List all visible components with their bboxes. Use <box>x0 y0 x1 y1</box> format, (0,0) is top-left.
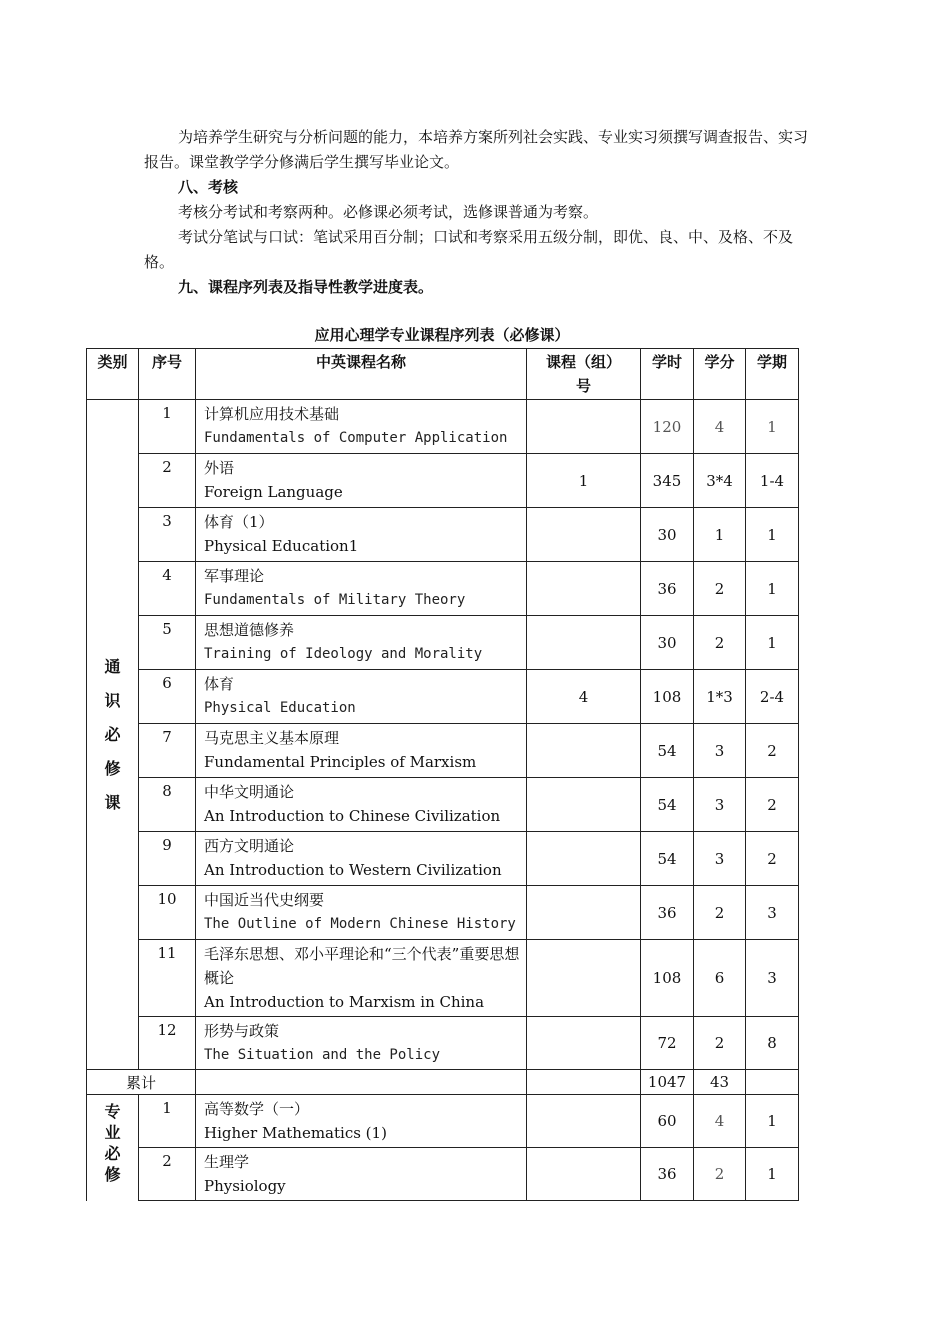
course-name-en: An Introduction to Chinese Civilization <box>204 807 501 825</box>
category-label: 专业必修 <box>104 1102 121 1184</box>
credits-cell: 2 <box>694 1017 746 1070</box>
course-name-cell <box>196 886 527 940</box>
group-cell <box>527 616 641 670</box>
course-name-en: The Outline of Modern Chinese History <box>204 916 516 932</box>
term-cell: 1 <box>746 562 799 616</box>
hours-cell: 108 <box>641 940 694 1017</box>
course-name-cell <box>196 400 527 454</box>
course-name-cell <box>196 724 527 778</box>
paragraph-assessment-types: 考核分考试和考察两种。必修课必须考试，选修课普通为考察。 <box>178 203 599 221</box>
course-name-en: Fundamentals of Military Theory <box>204 592 466 608</box>
credits-cell: 4 <box>694 1095 746 1148</box>
course-name-cn: 中国近当代史纲要 <box>204 891 325 909</box>
course-table <box>86 348 799 1201</box>
table-row <box>87 670 799 724</box>
course-name-cell <box>196 940 527 1017</box>
category-general-required <box>87 400 139 1070</box>
course-name-en: Physiology <box>204 1177 286 1195</box>
header-seq: 序号 <box>139 349 196 400</box>
table-row <box>87 616 799 670</box>
credits-cell: 2 <box>694 616 746 670</box>
course-name-cn: 思想道德修养 <box>204 621 295 639</box>
header-term: 学期 <box>746 349 799 400</box>
table-row <box>87 1017 799 1070</box>
subtotal-hours: 1047 <box>641 1070 694 1095</box>
course-name-cn: 高等数学（一） <box>204 1100 310 1118</box>
header-group: 课程（组）号 <box>527 349 641 400</box>
term-cell: 1 <box>746 1095 799 1148</box>
table-row <box>87 508 799 562</box>
subtotal-name-cell <box>196 1070 527 1095</box>
table-row <box>87 400 799 454</box>
seq-cell: 8 <box>139 778 196 832</box>
course-name-cn: 形势与政策 <box>204 1022 280 1040</box>
credits-cell: 1 <box>694 508 746 562</box>
hours-cell: 60 <box>641 1095 694 1148</box>
table-title: 应用心理学专业课程序列表（必修课） <box>314 326 570 344</box>
table-row <box>87 940 799 1017</box>
subtotal-credits: 43 <box>694 1070 746 1095</box>
seq-cell: 5 <box>139 616 196 670</box>
header-hours: 学时 <box>641 349 694 400</box>
group-cell <box>527 724 641 778</box>
subtotal-term <box>746 1070 799 1095</box>
course-name-en: Higher Mathematics (1) <box>204 1124 387 1142</box>
hours-cell: 36 <box>641 1148 694 1201</box>
term-cell: 3 <box>746 940 799 1017</box>
course-name-cell <box>196 562 527 616</box>
table-row <box>87 1095 799 1148</box>
course-name-en: An Introduction to Marxism in China <box>204 993 485 1011</box>
course-name-en: An Introduction to Western Civilization <box>204 861 502 879</box>
course-name-cn: 体育（1） <box>204 513 274 531</box>
term-cell: 2 <box>746 724 799 778</box>
hours-cell: 54 <box>641 832 694 886</box>
table-row <box>87 886 799 940</box>
course-name-en: The Situation and the Policy <box>204 1047 441 1063</box>
seq-cell: 10 <box>139 886 196 940</box>
term-cell: 2 <box>746 778 799 832</box>
hours-cell: 30 <box>641 508 694 562</box>
group-cell <box>527 1095 641 1148</box>
group-cell: 1 <box>527 454 641 508</box>
credits-cell: 1*3 <box>694 670 746 724</box>
section-heading-assessment: 八、考核 <box>178 178 239 196</box>
course-name-en: Foreign Language <box>204 483 343 501</box>
table-row <box>87 724 799 778</box>
credits-cell: 3 <box>694 832 746 886</box>
group-cell <box>527 562 641 616</box>
table-row <box>87 1148 799 1201</box>
seq-cell: 11 <box>139 940 196 1017</box>
course-name-cell <box>196 508 527 562</box>
seq-cell: 6 <box>139 670 196 724</box>
course-name-cell <box>196 454 527 508</box>
table-row <box>87 454 799 508</box>
hours-cell: 345 <box>641 454 694 508</box>
term-cell: 8 <box>746 1017 799 1070</box>
course-name-cn: 中华文明通论 <box>204 783 295 801</box>
group-cell <box>527 1017 641 1070</box>
term-cell: 1 <box>746 1148 799 1201</box>
header-category: 类别 <box>87 349 139 400</box>
table-row <box>87 778 799 832</box>
header-credits: 学分 <box>694 349 746 400</box>
credits-cell: 2 <box>694 886 746 940</box>
hours-cell: 30 <box>641 616 694 670</box>
group-cell <box>527 832 641 886</box>
credits-cell: 6 <box>694 940 746 1017</box>
term-cell: 2-4 <box>746 670 799 724</box>
course-name-en: Physical Education1 <box>204 537 359 555</box>
subtotal-row <box>87 1070 799 1095</box>
course-name-cell <box>196 778 527 832</box>
seq-cell: 1 <box>139 400 196 454</box>
course-name-cn: 生理学 <box>204 1153 250 1171</box>
course-name-cell <box>196 670 527 724</box>
seq-cell: 2 <box>139 1148 196 1201</box>
hours-cell: 36 <box>641 886 694 940</box>
table-row <box>87 832 799 886</box>
course-name-en: Fundamentals of Computer Application <box>204 430 508 446</box>
course-name-cell <box>196 832 527 886</box>
credits-cell: 2 <box>694 1148 746 1201</box>
hours-cell: 36 <box>641 562 694 616</box>
section-heading-course-schedule: 九、课程序列表及指导性教学进度表。 <box>178 278 434 296</box>
course-name-cell <box>196 1017 527 1070</box>
seq-cell: 7 <box>139 724 196 778</box>
course-name-cn: 毛泽东思想、邓小平理论和“三个代表”重要思想概论 <box>204 945 520 987</box>
term-cell: 1 <box>746 400 799 454</box>
header-name: 中英课程名称 <box>196 349 527 400</box>
group-cell <box>527 886 641 940</box>
group-cell <box>527 400 641 454</box>
seq-cell: 12 <box>139 1017 196 1070</box>
category-label: 通识必修课 <box>104 656 121 812</box>
credits-cell: 2 <box>694 562 746 616</box>
hours-cell: 72 <box>641 1017 694 1070</box>
seq-cell: 2 <box>139 454 196 508</box>
seq-cell: 1 <box>139 1095 196 1148</box>
term-cell: 3 <box>746 886 799 940</box>
course-name-cn: 军事理论 <box>204 567 265 585</box>
term-cell: 1 <box>746 508 799 562</box>
subtotal-label: 累计 <box>87 1070 196 1095</box>
group-cell <box>527 778 641 832</box>
table-header-row <box>87 349 799 400</box>
course-name-cn: 马克思主义基本原理 <box>204 729 340 747</box>
paragraph-exam-grading: 考试分笔试与口试：笔试采用百分制；口试和考察采用五级分制，即优、良、中、及格、不及格。 <box>144 228 794 271</box>
seq-cell: 3 <box>139 508 196 562</box>
credits-cell: 3 <box>694 724 746 778</box>
term-cell: 1 <box>746 616 799 670</box>
course-name-cell <box>196 1148 527 1201</box>
table-row <box>87 562 799 616</box>
credits-cell: 3*4 <box>694 454 746 508</box>
seq-cell: 9 <box>139 832 196 886</box>
paragraph-report-requirements: 为培养学生研究与分析问题的能力，本培养方案所列社会实践、专业实习须撰写调查报告、实习报告。课堂教学学分修满后学生撰写毕业论文。 <box>144 128 809 171</box>
hours-cell: 54 <box>641 724 694 778</box>
category-major-required <box>87 1095 139 1201</box>
course-name-cn: 体育 <box>204 675 235 693</box>
group-cell <box>527 508 641 562</box>
course-name-cell <box>196 616 527 670</box>
course-name-en: Physical Education <box>204 700 356 716</box>
course-name-cell <box>196 1095 527 1148</box>
course-name-cn: 外语 <box>204 459 235 477</box>
course-name-en: Training of Ideology and Morality <box>204 646 483 662</box>
seq-cell: 4 <box>139 562 196 616</box>
term-cell: 2 <box>746 832 799 886</box>
course-name-cn: 西方文明通论 <box>204 837 295 855</box>
course-name-cn: 计算机应用技术基础 <box>204 405 340 423</box>
group-cell: 4 <box>527 670 641 724</box>
hours-cell: 54 <box>641 778 694 832</box>
hours-cell: 108 <box>641 670 694 724</box>
group-cell <box>527 940 641 1017</box>
term-cell: 1-4 <box>746 454 799 508</box>
credits-cell: 3 <box>694 778 746 832</box>
course-name-en: Fundamental Principles of Marxism <box>204 753 477 771</box>
credits-cell: 4 <box>694 400 746 454</box>
hours-cell: 120 <box>641 400 694 454</box>
group-cell <box>527 1148 641 1201</box>
subtotal-group-cell <box>527 1070 641 1095</box>
